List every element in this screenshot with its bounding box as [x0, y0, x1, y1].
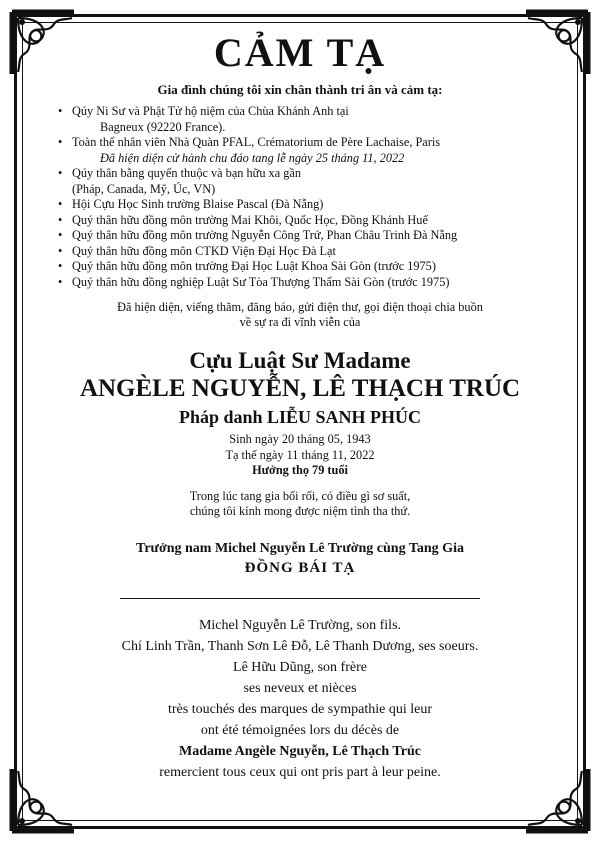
- age-at-death: Hưởng thọ 79 tuổi: [252, 463, 348, 477]
- thanks-line: Qúy thân bằng quyến thuộc và bạn hữu xa gần: [72, 166, 301, 180]
- page-title: CẢM TẠ: [213, 30, 387, 75]
- thanks-line: Toàn thể nhân viên Nhà Quàn PFAL, Crématorium de Père Lachaise, Paris: [72, 135, 441, 149]
- bow-thanks: ĐỒNG BÁI TẠ: [244, 559, 356, 576]
- french-line: remercient tous ceux qui ont pris part à leur peine.: [159, 764, 441, 780]
- list-item: [58, 104, 560, 135]
- thanks-line: Quý thân hữu đồng môn trường Nguyễn Công Trứ, Phan Châu Trinh Đà Nẵng: [72, 228, 458, 242]
- thanks-line: Hội Cựu Học Sinh trường Blaise Pascal (Đà Nẵng): [72, 197, 324, 211]
- list-item: [58, 259, 560, 275]
- french-line: ont été témoignées lors du décès de: [200, 722, 400, 738]
- list-item: [58, 166, 560, 197]
- apology-line: Trong lúc tang gia bối rối, có điều gì sơ suất,: [189, 488, 411, 503]
- thanks-subline: Bagneux (92220 France).: [100, 119, 226, 134]
- dharma-name: Pháp danh LIỄU SANH PHÚC: [178, 407, 422, 427]
- list-item: [58, 244, 560, 260]
- french-line: très touchés des marques de sympathie qui leur: [168, 701, 432, 717]
- french-line: Lê Hữu Dũng, son frère: [233, 659, 367, 675]
- thanks-line: Quý thân hữu đồng môn CTKD Viện Đại Học Đà Lạt: [72, 243, 336, 258]
- birth-date: Sinh ngày 20 tháng 05, 1943: [229, 432, 371, 446]
- thanks-line: Quý thân hữu đồng nghiệp Luật Sư Tòa Thượng Thẩm Sài Gòn (trước 1975): [72, 274, 450, 289]
- family-signature: Trưởng nam Michel Nguyễn Lê Trường cùng Tang Gia: [136, 540, 464, 556]
- attended-text: [40, 300, 560, 330]
- thanks-subline: (Pháp, Canada, Mỹ, Úc, VN): [72, 181, 216, 196]
- divider: [120, 598, 480, 599]
- french-line: Michel Nguyễn Lê Trường, son fils.: [198, 617, 402, 633]
- thanks-line: Qúy Ni Sư và Phật Tử hộ niệm của Chùa Khánh Anh tại: [72, 104, 349, 118]
- french-line: ses neveux et nièces: [243, 680, 357, 696]
- list-item: [58, 228, 560, 244]
- list-item: [58, 197, 560, 213]
- life-dates: [40, 432, 560, 479]
- attended-line: Đã hiện diện, viếng thăm, đăng báo, gửi điện thư, gọi điện thoại chia buồn: [117, 300, 483, 314]
- thanks-list: [58, 104, 560, 290]
- intro-line: Gia đình chúng tôi xin chân thành tri ân và cảm tạ:: [157, 82, 443, 97]
- apology-text: [40, 489, 560, 520]
- apology-line: chúng tôi kính mong được niệm tình tha thứ.: [189, 504, 411, 518]
- decedent-name: ANGÈLE NGUYỄN, LÊ THẠCH TRÚC: [79, 375, 521, 402]
- french-line: Chí Linh Trần, Thanh Sơn Lê Đỗ, Lê Thanh Dương, ses soeurs.: [121, 638, 479, 654]
- attended-line: về sự ra đi vĩnh viễn của: [239, 315, 361, 329]
- notice-content: [40, 30, 560, 813]
- list-item: [58, 213, 560, 229]
- death-date: Tạ thế ngày 11 tháng 11, 2022: [225, 447, 375, 462]
- thanks-line: Quý thân hữu đồng môn trường Đại Học Luật Khoa Sài Gòn (trước 1975): [72, 259, 436, 273]
- list-item: [58, 135, 560, 166]
- french-decedent-name: Madame Angèle Nguyễn, Lê Thạch Trúc: [179, 743, 421, 759]
- thanks-subline: Đã hiện diện cử hành chu đáo tang lễ ngày 25 tháng 11, 2022: [100, 150, 405, 165]
- french-thanks: [40, 615, 560, 783]
- thanks-line: Quý thân hữu đồng môn trường Mai Khôi, Quốc Học, Đồng Khánh Huế: [72, 212, 428, 227]
- decedent-title: Cựu Luật Sư Madame: [189, 348, 411, 373]
- list-item: [58, 275, 560, 291]
